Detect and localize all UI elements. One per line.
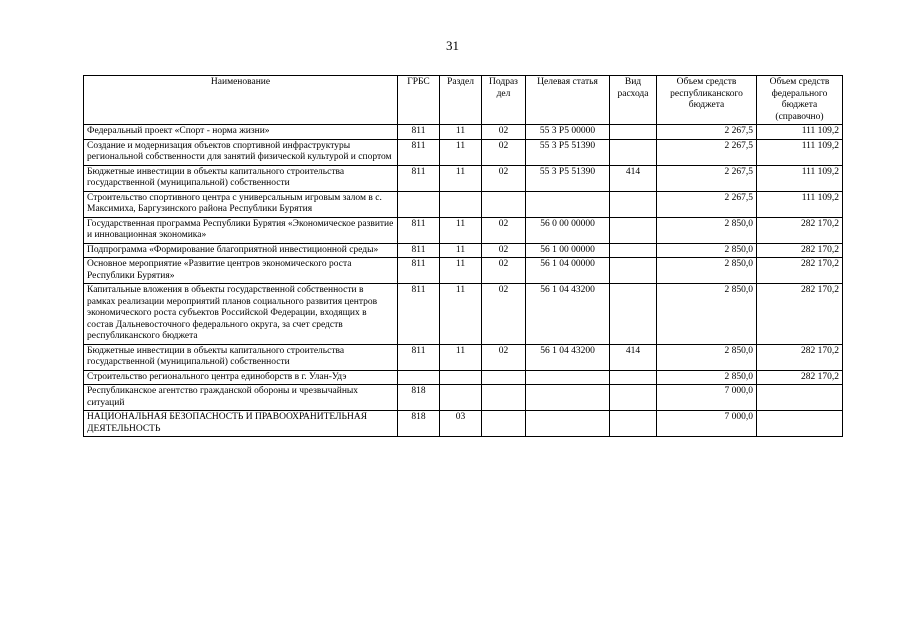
row-fed: 282 170,2 <box>757 243 843 258</box>
row-razdel: 03 <box>440 411 482 437</box>
row-podrazdel: 02 <box>482 243 526 258</box>
row-vid <box>610 139 657 165</box>
header-vid: Вид расхода <box>610 76 657 125</box>
row-razdel: 11 <box>440 284 482 345</box>
row-rep: 2 850,0 <box>657 258 757 284</box>
row-podrazdel: 02 <box>482 344 526 370</box>
row-name: Основное мероприятие «Развитие центров экономического роста Республики Бурятия» <box>84 258 398 284</box>
header-grbs: ГРБС <box>398 76 440 125</box>
row-podrazdel <box>482 411 526 437</box>
row-vid <box>610 217 657 243</box>
row-vid: 414 <box>610 344 657 370</box>
row-fed: 282 170,2 <box>757 258 843 284</box>
budget-table <box>83 75 843 437</box>
header-podrazdel: Подраз дел <box>482 76 526 125</box>
header-rep: Объем средств республиканского бюджета <box>657 76 757 125</box>
row-vid: 414 <box>610 165 657 191</box>
row-target: 55 3 P5 51390 <box>526 165 610 191</box>
row-vid <box>610 243 657 258</box>
table-row <box>84 165 843 191</box>
row-podrazdel: 02 <box>482 165 526 191</box>
row-grbs: 811 <box>398 344 440 370</box>
row-razdel: 11 <box>440 243 482 258</box>
row-rep: 2 850,0 <box>657 284 757 345</box>
header-row <box>84 76 843 125</box>
row-rep: 2 850,0 <box>657 217 757 243</box>
table-row <box>84 217 843 243</box>
row-podrazdel: 02 <box>482 284 526 345</box>
row-podrazdel: 02 <box>482 217 526 243</box>
row-podrazdel: 02 <box>482 125 526 140</box>
row-fed: 282 170,2 <box>757 284 843 345</box>
row-name: Республиканское агентство гражданской обороны и чрезвычайных ситуаций <box>84 385 398 411</box>
row-vid <box>610 191 657 217</box>
row-grbs: 811 <box>398 284 440 345</box>
row-name: Федеральный проект «Спорт - норма жизни» <box>84 125 398 140</box>
row-target: 56 1 00 00000 <box>526 243 610 258</box>
table-row <box>84 139 843 165</box>
row-rep: 7 000,0 <box>657 411 757 437</box>
table-row <box>84 243 843 258</box>
row-target <box>526 191 610 217</box>
row-target <box>526 411 610 437</box>
row-rep: 2 267,5 <box>657 191 757 217</box>
row-rep: 2 267,5 <box>657 165 757 191</box>
row-name: Подпрограмма «Формирование благоприятной инвестиционной среды» <box>84 243 398 258</box>
row-razdel <box>440 385 482 411</box>
row-target: 55 3 P5 51390 <box>526 139 610 165</box>
row-podrazdel <box>482 385 526 411</box>
table-row <box>84 284 843 345</box>
row-name: Бюджетные инвестиции в объекты капитального строительства государственной (муниципальной) собственности <box>84 165 398 191</box>
row-fed: 111 109,2 <box>757 125 843 140</box>
row-grbs: 818 <box>398 385 440 411</box>
row-target <box>526 370 610 385</box>
row-fed: 111 109,2 <box>757 191 843 217</box>
row-fed: 282 170,2 <box>757 217 843 243</box>
row-target <box>526 385 610 411</box>
row-target: 56 1 04 00000 <box>526 258 610 284</box>
table-row <box>84 191 843 217</box>
row-vid <box>610 258 657 284</box>
row-podrazdel <box>482 191 526 217</box>
header-target: Целевая статья <box>526 76 610 125</box>
row-grbs: 811 <box>398 139 440 165</box>
row-vid <box>610 284 657 345</box>
row-name: Государственная программа Республики Бурятия «Экономическое развитие и инновационная экономика» <box>84 217 398 243</box>
row-rep: 2 267,5 <box>657 139 757 165</box>
table-row <box>84 411 843 437</box>
row-grbs: 811 <box>398 258 440 284</box>
table-row <box>84 370 843 385</box>
row-rep: 2 850,0 <box>657 243 757 258</box>
row-fed <box>757 385 843 411</box>
row-grbs <box>398 370 440 385</box>
row-fed: 111 109,2 <box>757 139 843 165</box>
row-vid <box>610 125 657 140</box>
row-razdel: 11 <box>440 344 482 370</box>
row-vid <box>610 370 657 385</box>
header-razdel: Раздел <box>440 76 482 125</box>
row-grbs: 811 <box>398 243 440 258</box>
row-name: НАЦИОНАЛЬНАЯ БЕЗОПАСНОСТЬ И ПРАВООХРАНИТЕЛЬНАЯ ДЕЯТЕЛЬНОСТЬ <box>84 411 398 437</box>
row-fed: 282 170,2 <box>757 344 843 370</box>
row-razdel: 11 <box>440 217 482 243</box>
row-podrazdel: 02 <box>482 258 526 284</box>
row-rep: 7 000,0 <box>657 385 757 411</box>
row-fed: 111 109,2 <box>757 165 843 191</box>
row-target: 56 0 00 00000 <box>526 217 610 243</box>
row-target: 55 3 P5 00000 <box>526 125 610 140</box>
row-grbs: 811 <box>398 217 440 243</box>
row-rep: 2 850,0 <box>657 370 757 385</box>
page-number: 31 <box>446 38 459 53</box>
table-row <box>84 125 843 140</box>
row-name: Капитальные вложения в объекты государственной собственности в рамках реализации мероприятий планов социального развития центров экономического роста субъектов Российской Федерации, входящих в состав Дальневосточного федерального округа, за счет средств республиканского бюджета <box>84 284 398 345</box>
row-razdel <box>440 370 482 385</box>
table-row <box>84 258 843 284</box>
row-name: Создание и модернизация объектов спортивной инфраструктуры региональной собственности для занятий физической культурой и спортом <box>84 139 398 165</box>
row-target: 56 1 04 43200 <box>526 344 610 370</box>
row-podrazdel: 02 <box>482 139 526 165</box>
row-fed: 282 170,2 <box>757 370 843 385</box>
row-name: Строительство спортивного центра с универсальным игровым залом в с. Максимиха, Баргузинского района Республики Бурятия <box>84 191 398 217</box>
row-target: 56 1 04 43200 <box>526 284 610 345</box>
row-razdel: 11 <box>440 125 482 140</box>
row-razdel: 11 <box>440 258 482 284</box>
row-rep: 2 850,0 <box>657 344 757 370</box>
row-podrazdel <box>482 370 526 385</box>
row-razdel <box>440 191 482 217</box>
row-fed <box>757 411 843 437</box>
table-row <box>84 344 843 370</box>
row-vid <box>610 385 657 411</box>
row-grbs: 818 <box>398 411 440 437</box>
row-razdel: 11 <box>440 165 482 191</box>
row-name: Бюджетные инвестиции в объекты капитального строительства государственной (муниципальной) собственности <box>84 344 398 370</box>
row-vid <box>610 411 657 437</box>
header-name: Наименование <box>84 76 398 125</box>
row-name: Строительство регионального центра единоборств в г. Улан-Удэ <box>84 370 398 385</box>
row-grbs <box>398 191 440 217</box>
row-razdel: 11 <box>440 139 482 165</box>
header-fed: Объем средств федерального бюджета (справочно) <box>757 76 843 125</box>
row-grbs: 811 <box>398 165 440 191</box>
row-grbs: 811 <box>398 125 440 140</box>
table-row <box>84 385 843 411</box>
row-rep: 2 267,5 <box>657 125 757 140</box>
